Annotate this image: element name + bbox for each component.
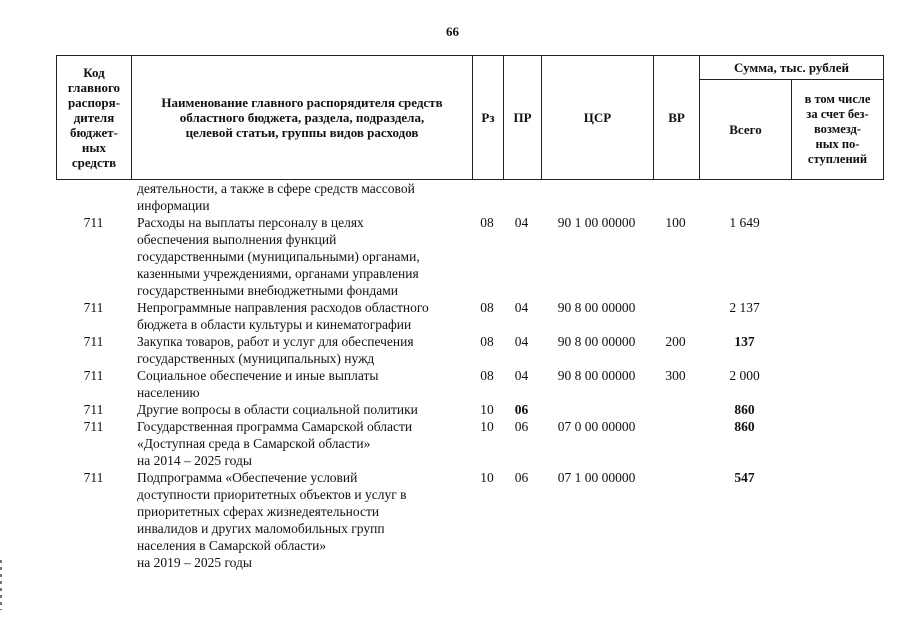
row-vr: 200	[665, 334, 686, 349]
row-total: 2 137	[729, 300, 760, 315]
row-csr: 07 1 00 00000	[557, 470, 636, 485]
row-rz: 10	[480, 402, 494, 417]
row-total: 1 649	[729, 215, 760, 230]
row-name: Расходы на выплаты персоналу в целях обеспечения выполнения функций государственными (муниципальными) органами, казенными учреждениями, органами управления государственными внебюджетными фондами	[137, 215, 420, 298]
row-pr: 06	[514, 402, 529, 417]
row-code: 711	[83, 419, 104, 434]
row-code: 711	[83, 334, 104, 349]
table-row	[0, 180, 905, 214]
row-vr: 100	[665, 215, 686, 230]
row-total: 137	[734, 334, 755, 349]
row-pr: 04	[514, 300, 529, 315]
row-rz: 08	[480, 215, 494, 230]
row-code: 711	[83, 470, 104, 485]
header-name: Наименование главного распорядителя средств областного бюджета, раздела, подраздела, целевой статьи, группы видов расходов	[132, 56, 473, 180]
table-row	[0, 333, 905, 367]
row-total: 547	[734, 470, 755, 485]
header-total: Всего	[700, 80, 792, 180]
row-total: 860	[734, 402, 755, 417]
row-rz: 08	[480, 300, 494, 315]
row-csr: 90 8 00 00000	[557, 334, 636, 349]
table-row	[0, 367, 905, 401]
table-row	[0, 214, 905, 299]
row-code: 711	[83, 402, 104, 417]
row-name: Непрограммные направления расходов областного бюджета в области культуры и кинематографии	[137, 300, 429, 332]
row-total: 860	[734, 419, 755, 434]
header-code: Код главного распоря- дителя бюджет- ных средств	[57, 56, 132, 180]
row-code: 711	[83, 215, 104, 230]
row-code: 711	[83, 300, 104, 315]
header-pr: ПР	[504, 56, 542, 180]
page-number: 66	[446, 24, 459, 39]
row-pr: 06	[514, 470, 529, 485]
table-body	[0, 180, 905, 571]
row-pr: 04	[514, 368, 529, 383]
row-name: Другие вопросы в области социальной политики	[137, 402, 418, 417]
scan-edge-mark	[0, 560, 2, 610]
header-sum: Сумма, тыс. рублей	[700, 56, 884, 80]
row-csr: 90 8 00 00000	[557, 300, 636, 315]
table-row	[0, 418, 905, 469]
row-pr: 04	[514, 215, 529, 230]
row-name: Социальное обеспечение и иные выплаты населению	[137, 368, 379, 400]
row-name: Подпрограмма «Обеспечение условий доступности приоритетных объектов и услуг в приоритетных сферах жизнедеятельности инвалидов и других маломобильных групп населения в Самарской области» на 2019 – 2025 годы	[137, 470, 407, 570]
row-rz: 08	[480, 368, 494, 383]
table-row	[0, 299, 905, 333]
row-name: Государственная программа Самарской области «Доступная среда в Самарской области» на 2014 – 2025 годы	[137, 419, 413, 468]
row-csr: 90 1 00 00000	[557, 215, 636, 230]
row-total: 2 000	[729, 368, 760, 383]
row-rz: 10	[480, 470, 494, 485]
header-vr: ВР	[654, 56, 700, 180]
row-csr: 07 0 00 00000	[557, 419, 636, 434]
table-row	[0, 469, 905, 571]
table-row	[0, 401, 905, 418]
row-vr: 300	[665, 368, 686, 383]
row-csr: 90 8 00 00000	[557, 368, 636, 383]
row-rz: 10	[480, 419, 494, 434]
row-rz: 08	[480, 334, 494, 349]
row-pr: 06	[514, 419, 529, 434]
header-rz: Рз	[473, 56, 504, 180]
row-name: Закупка товаров, работ и услуг для обеспечения государственных (муниципальных) нужд	[137, 334, 414, 366]
row-pr: 04	[514, 334, 529, 349]
header-csr: ЦСР	[542, 56, 654, 180]
header-free: в том числе за счет без- возмезд- ных по- ступлений	[792, 80, 884, 180]
row-code: 711	[83, 368, 104, 383]
table-header	[56, 55, 884, 180]
row-name: деятельности, а также в сфере средств массовой информации	[137, 181, 415, 213]
